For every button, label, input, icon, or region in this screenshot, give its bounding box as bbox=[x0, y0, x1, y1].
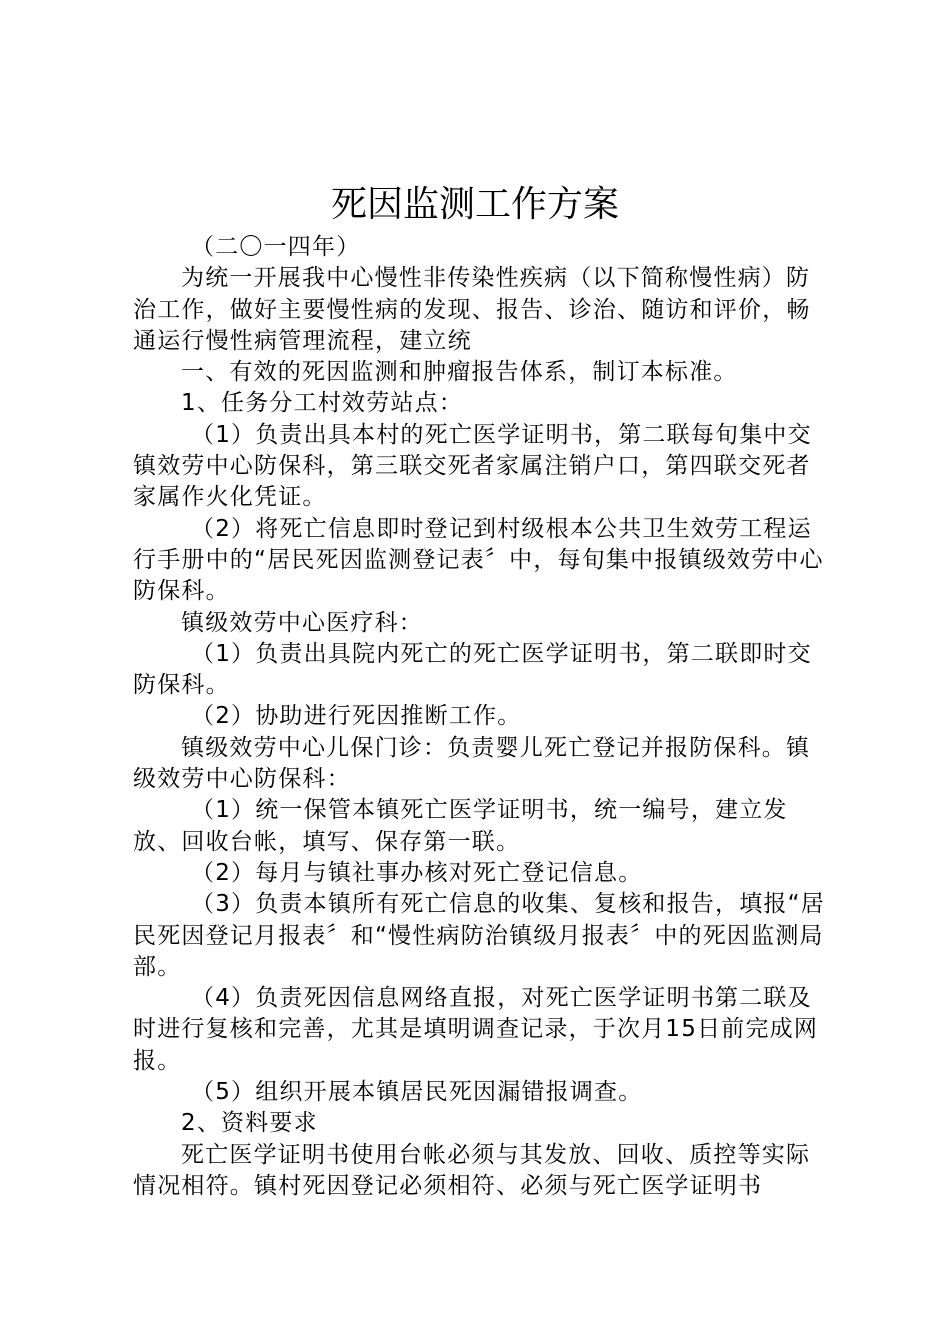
body-paragraph: （1）负责出具本村的死亡医学证明书，第二联每旬集中交镇效劳中心防保科，第三联交死者家属注销户口，第四联交死者家属作火化凭证。 bbox=[133, 421, 812, 511]
document-body bbox=[133, 232, 833, 1202]
body-paragraph: 镇级效劳中心医疗科： bbox=[181, 609, 423, 636]
body-paragraph: 死亡医学证明书使用台帐必须与其发放、回收、质控等实际情况相符。镇村死因登记必须相符、必须与死亡医学证明书 bbox=[133, 1141, 811, 1199]
body-paragraph: 一、有效的死因监测和肿瘤报告体系，制订本标准。 bbox=[181, 359, 738, 386]
body-paragraph: （3）负责本镇所有死亡信息的收集、复核和报告，填报“居民死因登记月报表〞和“慢性病防治镇级月报表〞中的死因监测局部。 bbox=[133, 891, 825, 980]
body-paragraph: 为统一开展我中心慢性非传染性疾病（以下简称慢性病）防治工作，做好主要慢性病的发现、报告、诊治、随访和评价，畅通运行慢性病管理流程，建立统 bbox=[133, 265, 811, 354]
body-paragraph: 1、任务分工村效劳站点： bbox=[181, 390, 464, 417]
body-paragraph: （2）协助进行死因推断工作。 bbox=[191, 703, 522, 730]
body-paragraph: （1）负责出具院内死亡的死亡医学证明书，第二联即时交防保科。 bbox=[133, 640, 812, 699]
body-paragraph: 2、资料要求 bbox=[181, 1110, 318, 1137]
body-paragraph: （2）将死亡信息即时登记到村级根本公共卫生效劳工程运行手册中的“居民死因监测登记表〞中，每旬集中报镇级效劳中心防保科。 bbox=[133, 515, 824, 605]
body-paragraph: （2）每月与镇社事办核对死亡登记信息。 bbox=[191, 859, 643, 886]
body-paragraph: （5）组织开展本镇居民死因漏错报调查。 bbox=[191, 1079, 643, 1106]
body-paragraph: （二〇一四年） bbox=[191, 234, 361, 260]
body-paragraph: （4）负责死因信息网络直报，对死亡医学证明书第二联及时进行复核和完善，尤其是填明调查记录，于次月15日前完成网报。 bbox=[133, 985, 819, 1074]
document-title: 死因监测工作方案 bbox=[330, 184, 619, 225]
body-paragraph: （1）统一保管本镇死亡医学证明书，统一编号，建立发放、回收台帐，填写、保存第一联。 bbox=[133, 797, 788, 855]
body-paragraph: 镇级效劳中心儿保门诊：负责婴儿死亡登记并报防保科。镇级效劳中心防保科： bbox=[133, 734, 811, 793]
